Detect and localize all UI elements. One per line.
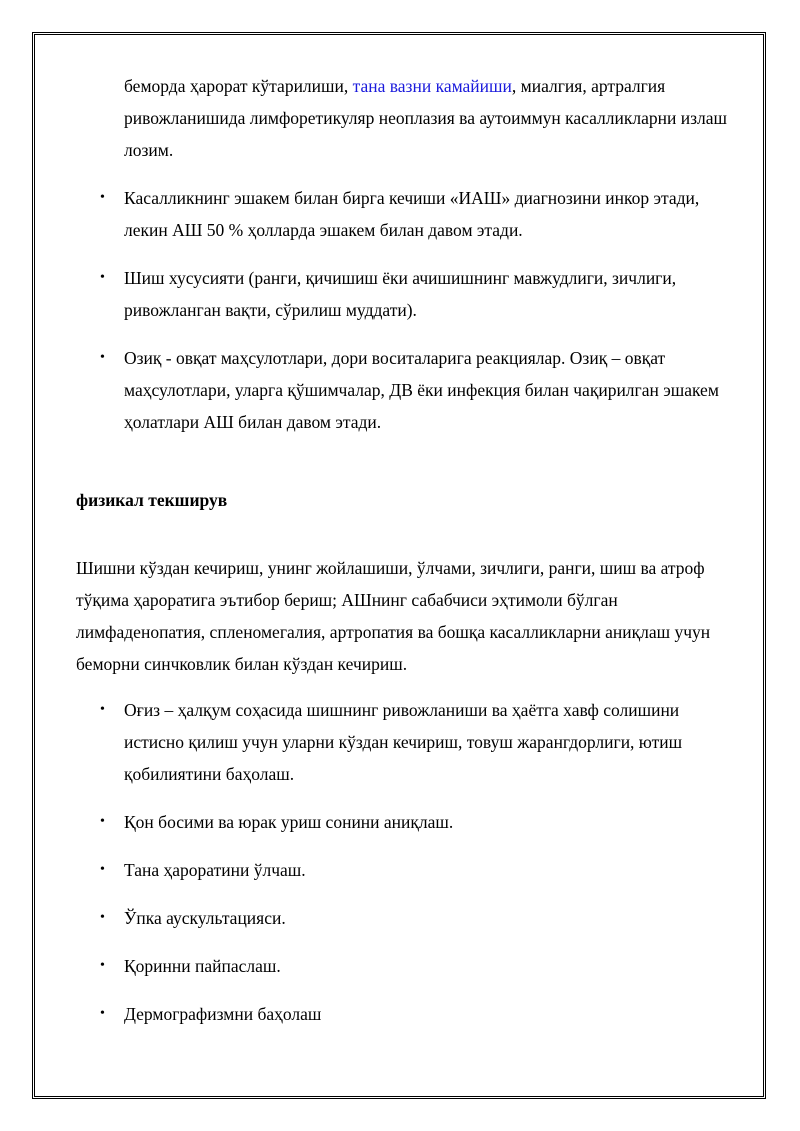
- list-item: [76, 854, 736, 886]
- list-item-text: Ўпка аускультацияси.: [124, 908, 286, 928]
- bullet-icon: •: [100, 1006, 105, 1021]
- document-body: [76, 70, 736, 1046]
- list-item-text: Оғиз – ҳалқум соҳасида шишнинг ривожланиши ва ҳаётга хавф солишини истисно қилиш учун уларни кўздан кечириш, товуш жарангдорлиги, ютиш қобилиятини баҳолаш.: [124, 700, 683, 784]
- intro-text-start: беморда ҳарорат кўтарилиши,: [124, 76, 353, 96]
- bullet-icon: •: [100, 910, 105, 925]
- list-item: [76, 998, 736, 1030]
- list-item-text: Тана ҳароратини ўлчаш.: [124, 860, 306, 880]
- list-item: [76, 182, 736, 246]
- list-item-text: Касалликнинг эшакем билан бирга кечиши «ИАШ» диагнозини инкор этади, лекин АШ 50 % ҳолларда эшакем билан давом этади.: [124, 188, 700, 240]
- section-paragraph: Шишни кўздан кечириш, унинг жойлашиши, ўлчами, зичлиги, ранги, шиш ва атроф тўқима ҳароратига эътибор бериш; АШнинг сабабчиси эҳтимоли бўлган лимфаденопатия, спленомегалия, артропатия ва бошқа касалликларни аниқлаш учун беморни синчковлик билан кўздан кечириш.: [76, 558, 711, 674]
- bullet-icon: •: [100, 350, 105, 365]
- list-item: [76, 902, 736, 934]
- list-item-text: Қон босими ва юрак уриш сонини аниқлаш.: [124, 812, 454, 832]
- bullet-icon: •: [100, 702, 105, 717]
- list-item: [76, 950, 736, 982]
- list-item-text: Шиш хусусияти (ранги, қичишиш ёки ачишишнинг мавжудлиги, зичлиги, ривожланган вақти, сўрилиш муддати).: [124, 268, 677, 320]
- bullet-icon: •: [100, 862, 105, 877]
- history-bullet-list: [76, 182, 736, 438]
- bullet-icon: •: [100, 190, 105, 205]
- list-item: [76, 262, 736, 326]
- section-heading: физикал текширув: [76, 490, 228, 510]
- bullet-icon: •: [100, 814, 105, 829]
- exam-bullet-list: [76, 694, 736, 1030]
- bullet-icon: •: [100, 270, 105, 285]
- intro-paragraph: [124, 70, 736, 166]
- list-item-text: Озиқ - овқат маҳсулотлари, дори воситаларига реакциялар. Озиқ – овқат маҳсулотлари, уларга қўшимчалар, ДВ ёки инфекция билан чақирилган эшакем ҳолатлари АШ билан давом этади.: [124, 348, 719, 432]
- weight-loss-link[interactable]: тана вазни камайиши: [352, 76, 512, 96]
- list-item-text: Дермографизмни баҳолаш: [124, 1004, 322, 1024]
- list-item: [76, 806, 736, 838]
- list-item: [76, 694, 736, 790]
- list-item-text: Қоринни пайпаслаш.: [124, 956, 281, 976]
- intro-text-end: , миалгия, артралгия ривожланишида лимфоретикуляр неоплазия ва аутоиммун касалликларни излаш лозим.: [124, 76, 727, 160]
- bullet-icon: •: [100, 958, 105, 973]
- list-item: [76, 342, 736, 438]
